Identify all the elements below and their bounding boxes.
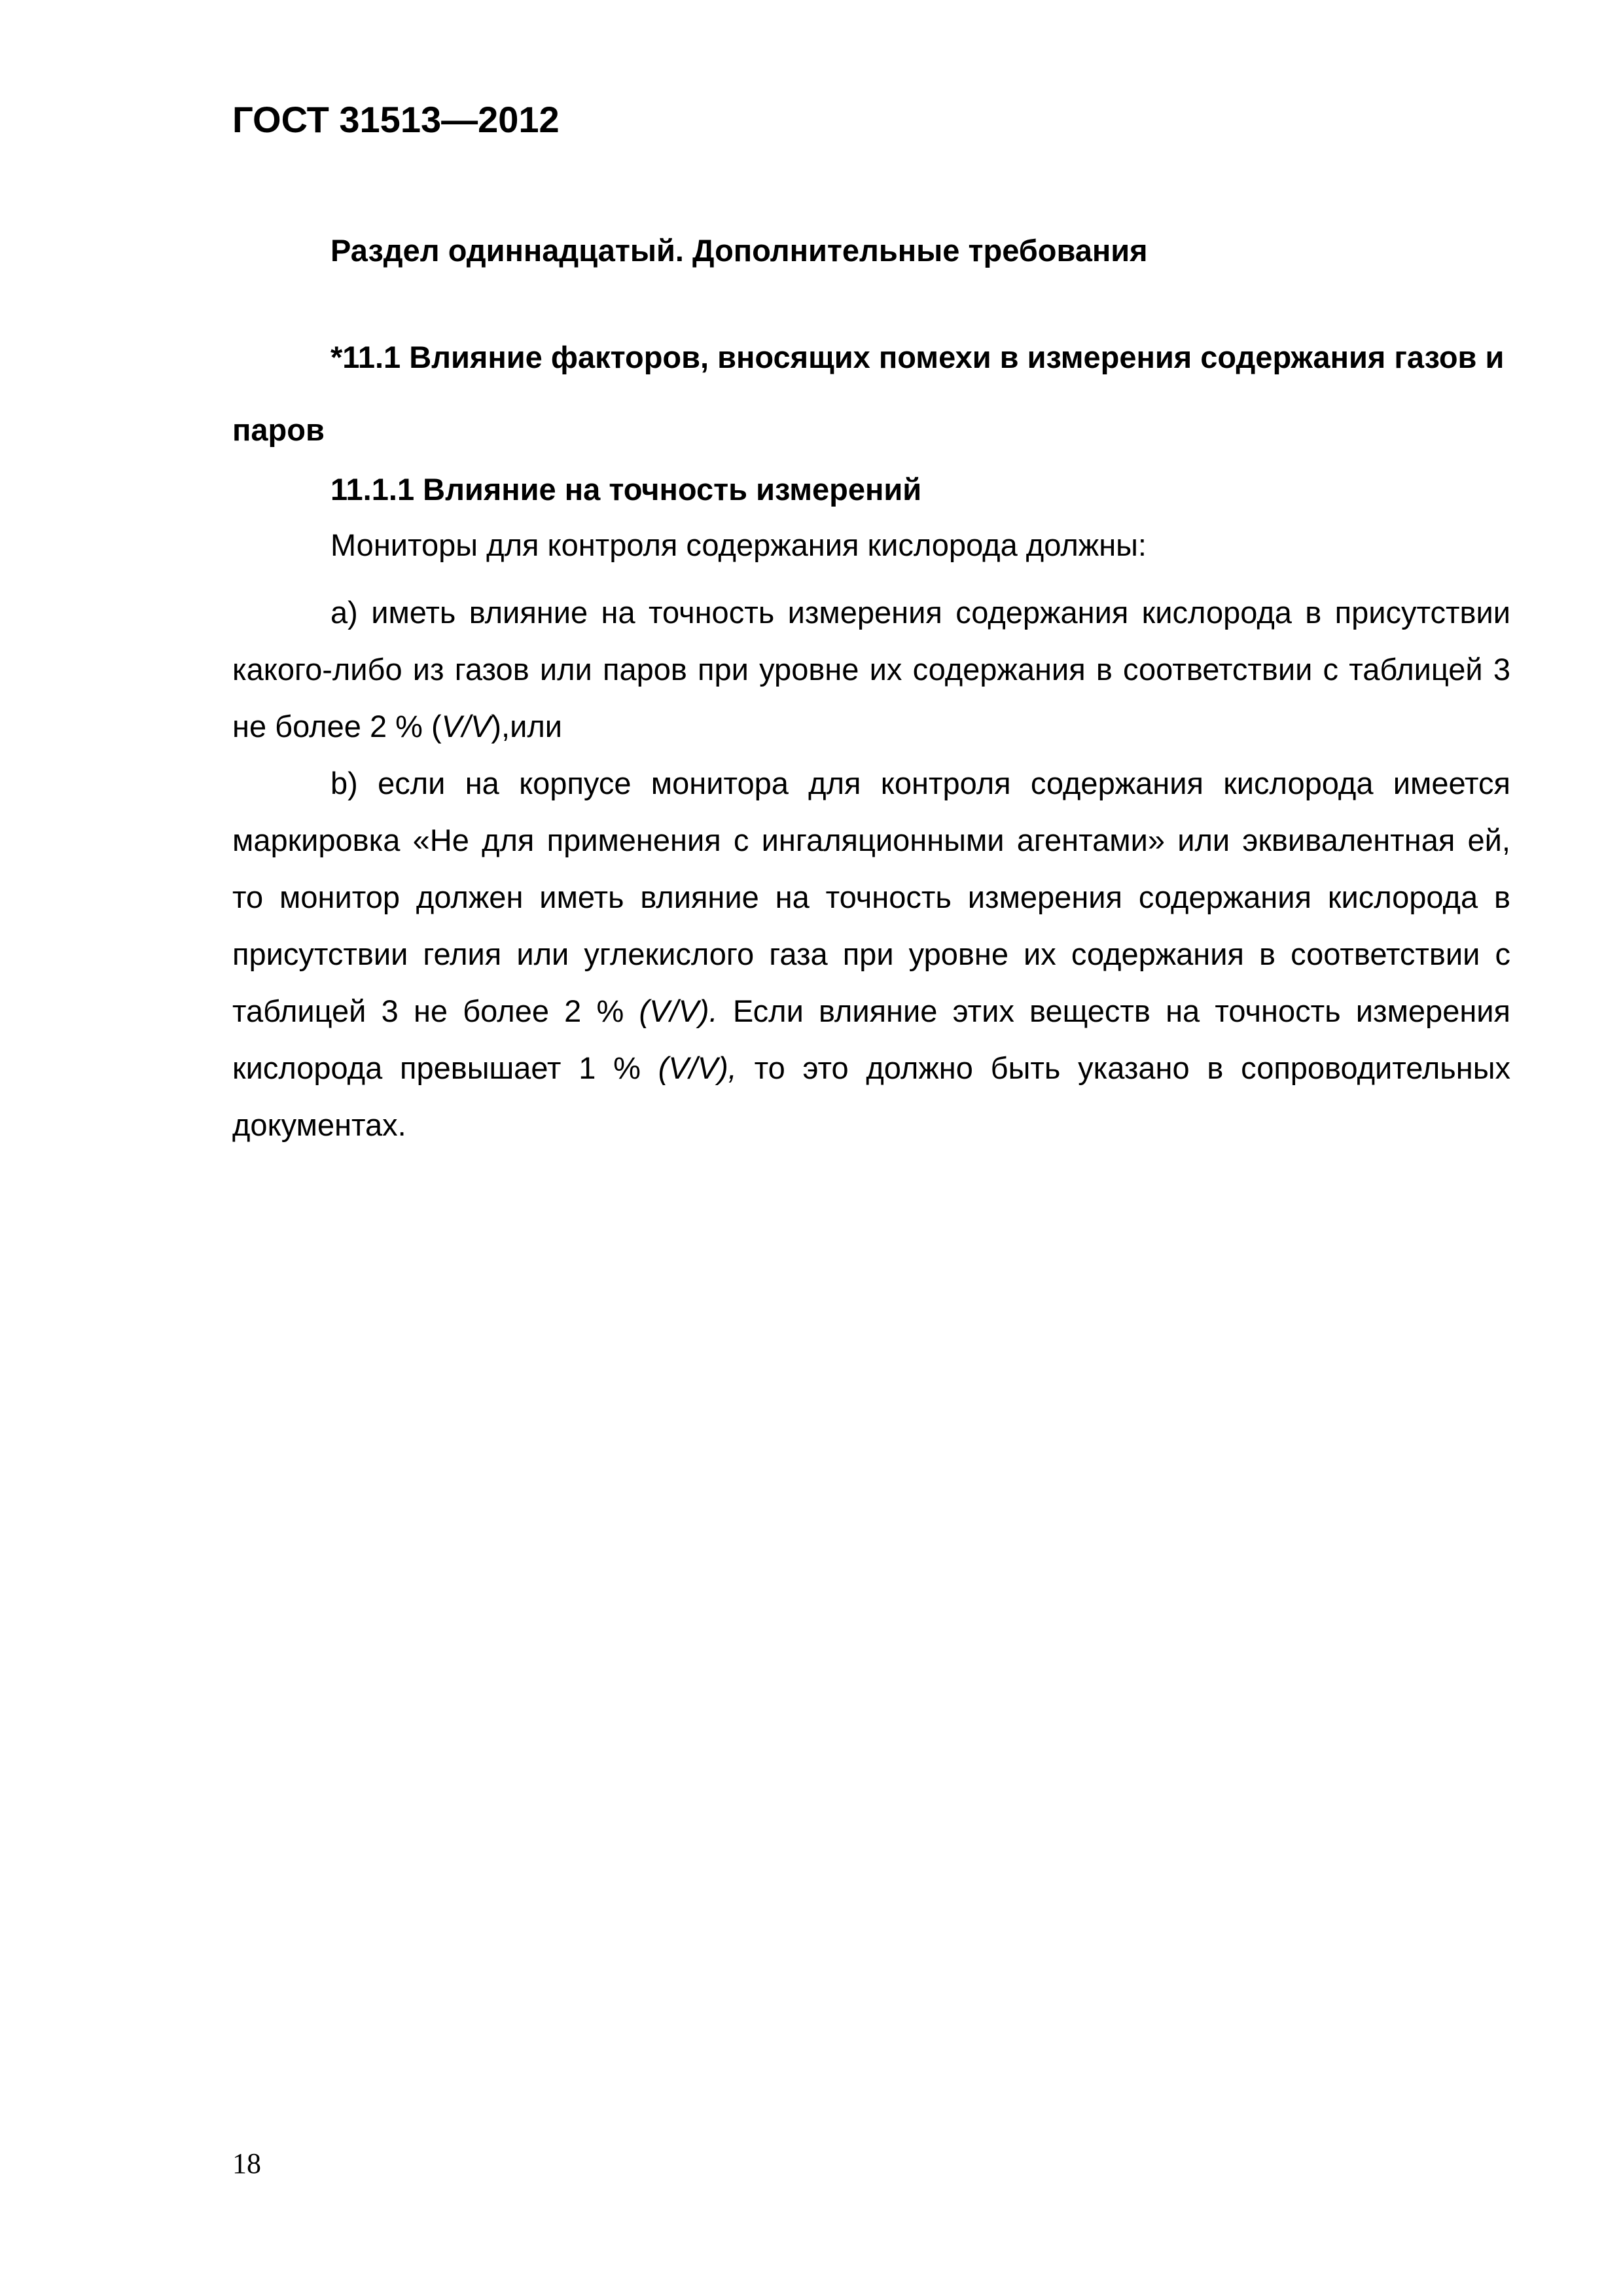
list-item-a-unit: V/V: [441, 709, 491, 744]
subclause-title: 11.1.1 Влияние на точность измерений: [330, 472, 922, 507]
section-title: Раздел одиннадцатый. Дополнительные требования: [330, 233, 1148, 268]
list-item-b-text3: то это должно быть указано в сопроводительных документах.: [232, 1050, 1511, 1142]
document-code-header: ГОСТ 31513—2012: [232, 99, 560, 140]
clause-title: *11.1 Влияние факторов, вносящих помехи в измерения содержания газов и паров: [232, 340, 1505, 447]
list-item-a-text: а) иметь влияние на точность измерения содержания кислорода в присутствии какого-либо из газов или паров при уровне их содержания в соответствии с таблицей 3 не более 2 % (: [232, 595, 1510, 744]
list-item-b-unit1: (V/V).: [639, 994, 718, 1028]
subclause-body: [232, 584, 1510, 1153]
subclause-intro: Мониторы для контроля содержания кислорода должны:: [330, 528, 1147, 562]
page-number: 18: [232, 2147, 261, 2179]
list-item-b: [232, 755, 1510, 1153]
list-item-b-text2: Если влияние этих веществ на точность измерения кислорода превышает 1 %: [232, 994, 1510, 1085]
list-item-b-unit2: (V/V),: [658, 1050, 737, 1085]
list-item-a: [232, 584, 1510, 755]
list-item-b-text1: b) если на корпусе монитора для контроля содержания кислорода имеется маркировка «Не для применения с ингаляционными агентами» или эквивалентная ей, то монитор должен иметь влияние на точность измерения содержания кислорода в присутствии гелия или углекислого газа при уровне их содержания в соответствии с таблицей 3 не более 2 %: [232, 766, 1510, 1028]
list-item-a-tail: ),или: [491, 709, 563, 744]
